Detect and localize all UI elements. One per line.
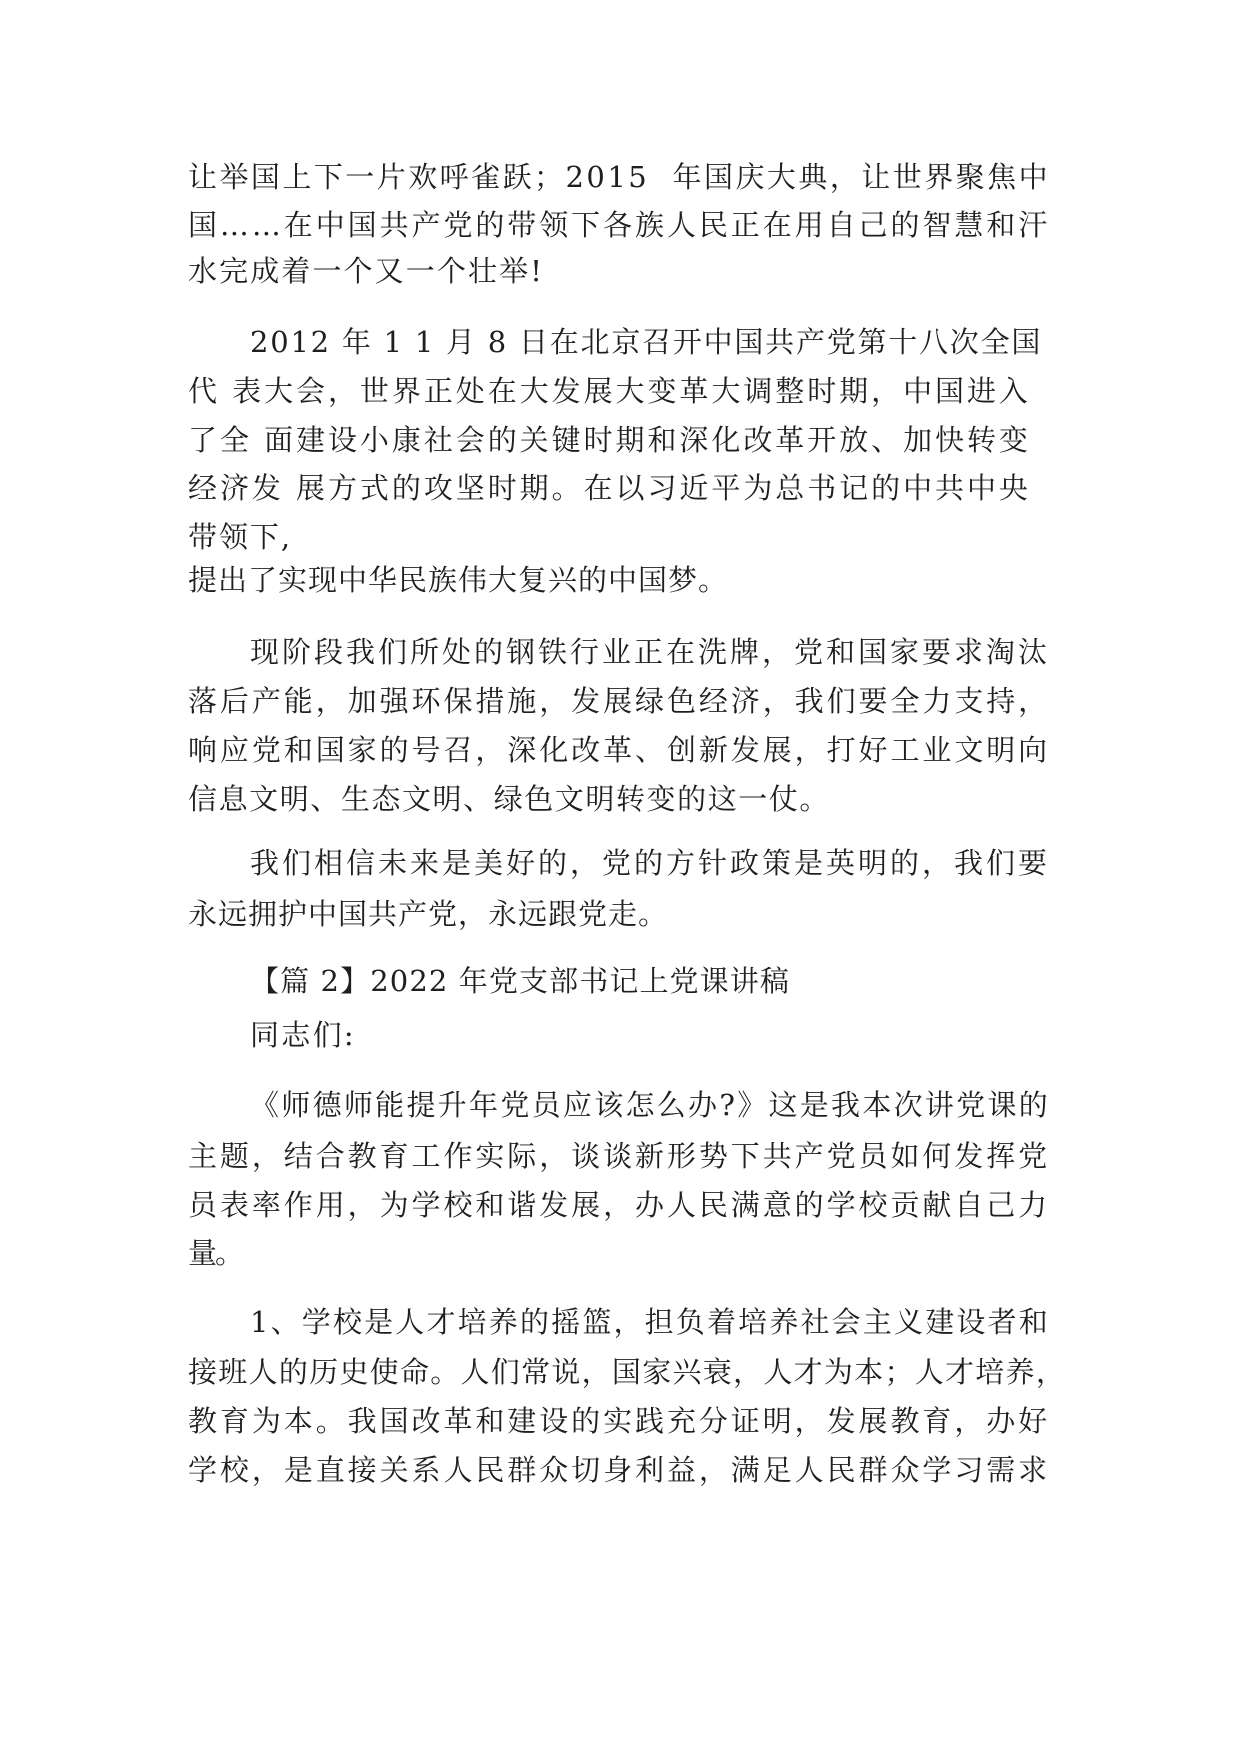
text-line: 带领下, xyxy=(188,520,293,554)
text-line: 主题，结合教育工作实际，谈谈新形势下共产党员如何发挥党 xyxy=(188,1139,1051,1173)
text-line: 响应党和国家的号召，深化改革、创新发展，打好工业文明向 xyxy=(188,733,1051,767)
section-heading: 【篇 2】2022 年党支部书记上党课讲稿 xyxy=(250,964,791,998)
text-line: 信息文明、生态文明、绿色文明转变的这一仗。 xyxy=(188,782,830,816)
text-line: 永远拥护中国共产党，永远跟党走。 xyxy=(188,897,669,931)
text-line: 量。 xyxy=(188,1236,243,1270)
text-line: 1、学校是人才培养的摇篮，担负着培养社会主义建设者和 xyxy=(250,1305,1050,1339)
text-line: 《师德师能提升年党员应该怎么办?》这是我本次讲党课的 xyxy=(250,1088,1051,1122)
text-line: 现阶段我们所处的钢铁行业正在洗牌，党和国家要求淘汰 xyxy=(250,635,1051,669)
text-line: 提出了实现中华民族伟大复兴的中国梦。 xyxy=(188,563,729,597)
text-line: 国……在中国共产党的带领下各族人民正在用自己的智慧和汗 xyxy=(188,208,1051,242)
text-line: 水完成着一个又一个壮举! xyxy=(188,254,544,288)
text-line: 让举国上下一片欢呼雀跃；2015 年国庆大典，让世界聚焦中 xyxy=(188,160,1051,194)
text-line: 学校，是直接关系人民群众切身利益，满足人民群众学习需求 xyxy=(188,1453,1051,1487)
salutation: 同志们: xyxy=(250,1018,356,1052)
text-line: 2012 年 1 1 月 8 日在北京召开中国共产党第十八次全国 xyxy=(250,325,1043,359)
text-line: 接班人的历史使命。人们常说，国家兴衰，人才为本；人才培养， xyxy=(188,1355,1067,1389)
text-line: 落后产能，加强环保措施，发展绿色经济，我们要全力支持， xyxy=(188,684,1051,718)
text-line: 员表率作用，为学校和谐发展，办人民满意的学校贡献自己力 xyxy=(188,1188,1051,1222)
text-line: 了全 面建设小康社会的关键时期和深化改革开放、加快转变 xyxy=(188,423,1031,457)
text-line: 我们相信未来是美好的，党的方针政策是英明的，我们要 xyxy=(250,846,1051,880)
text-line: 代 表大会，世界正处在大发展大变革大调整时期，中国进入 xyxy=(188,374,1031,408)
text-line: 教育为本。我国改革和建设的实践充分证明，发展教育，办好 xyxy=(188,1404,1051,1438)
text-line: 经济发 展方式的攻坚时期。在以习近平为总书记的中共中央 xyxy=(188,471,1031,505)
